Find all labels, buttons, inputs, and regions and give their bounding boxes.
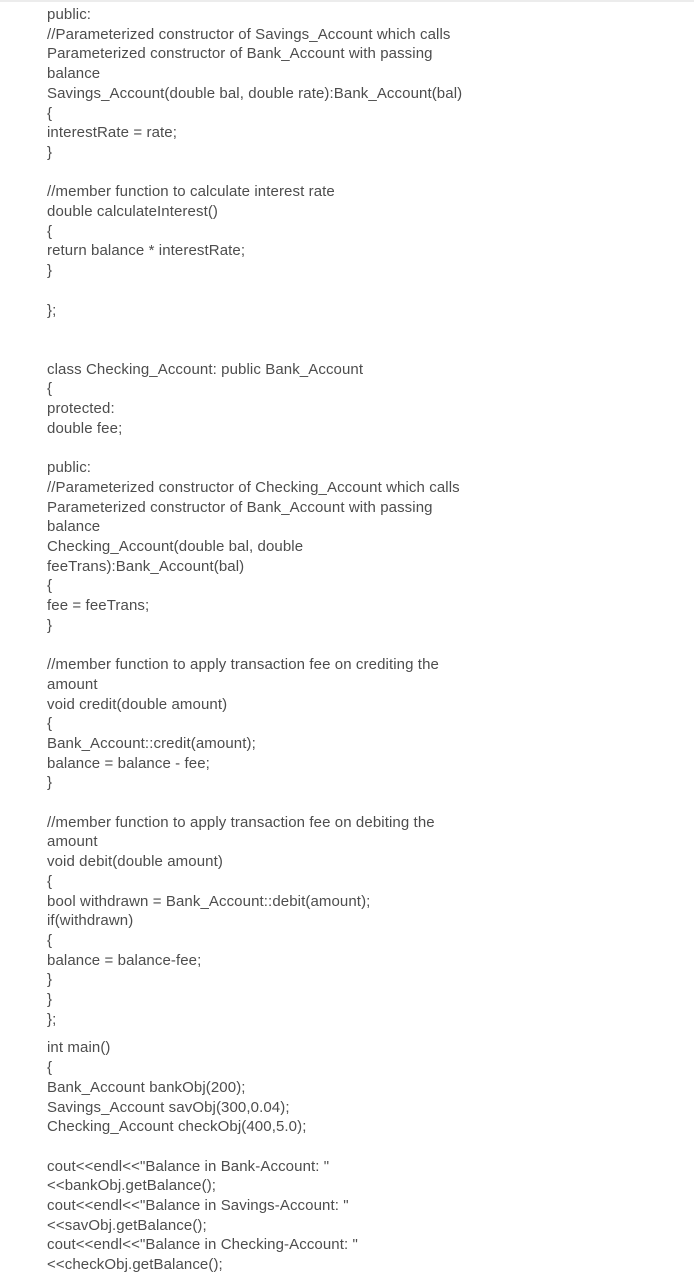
code-line: balance [47, 518, 101, 536]
code-line: { [47, 577, 53, 595]
code-line: <<savObj.getBalance(); [47, 1216, 207, 1234]
code-line: } [47, 991, 53, 1009]
code-line: } [47, 616, 53, 634]
code-line: { [47, 1059, 53, 1077]
code-line: Parameterized constructor of Bank_Account with passing [47, 498, 433, 516]
code-line: balance [47, 65, 101, 83]
code-line: { [47, 872, 53, 890]
code-line: void credit(double amount) [47, 695, 228, 713]
code-line [47, 438, 674, 458]
code-line: return balance * interestRate; [47, 242, 246, 260]
code-line: }; [47, 301, 57, 319]
code-line: double calculateInterest() [47, 203, 219, 221]
code-line: double fee; [47, 419, 123, 437]
code-line: balance = balance - fee; [47, 754, 210, 772]
code-line: fee = feeTrans; [47, 597, 150, 615]
code-line: cout<<endl<<"Balance in Savings-Account: " [47, 1197, 349, 1215]
code-line: cout<<endl<<"Balance in Checking-Account: " [47, 1236, 358, 1254]
code-line: balance = balance-fee; [47, 951, 202, 969]
code-line: }; [47, 1010, 57, 1028]
code-line: } [47, 143, 53, 161]
code-line: int main() [47, 1039, 111, 1057]
code-line: cout<<endl<<"Balance in Bank-Account: " [47, 1157, 330, 1175]
code-line [47, 340, 674, 360]
code-line: { [47, 104, 53, 122]
code-line [47, 163, 674, 183]
code-line: public: [47, 459, 92, 477]
code-line: Bank_Account::credit(amount); [47, 734, 256, 752]
top-divider [0, 0, 694, 2]
code-line: void debit(double amount) [47, 853, 223, 871]
code-line [47, 635, 674, 655]
code-line: <<checkObj.getBalance(); [47, 1256, 223, 1274]
code-line: //member function to calculate interest rate [47, 183, 335, 201]
code-line: interestRate = rate; [47, 124, 177, 142]
code-line: feeTrans):Bank_Account(bal) [47, 557, 245, 575]
code-line: Checking_Account checkObj(400,5.0); [47, 1118, 307, 1136]
code-line: <<bankObj.getBalance(); [47, 1177, 217, 1195]
code-line: } [47, 262, 53, 280]
code-line: class Checking_Account: public Bank_Account [47, 360, 364, 378]
code-line: //Parameterized constructor of Savings_Account which calls [47, 25, 451, 43]
code-line: //member function to apply transaction fee on crediting the [47, 656, 439, 674]
code-line: Bank_Account bankObj(200); [47, 1078, 246, 1096]
code-line [47, 793, 674, 813]
code-line [47, 1137, 674, 1157]
code-line: //member function to apply transaction fee on debiting the [47, 813, 435, 831]
code-line: amount [47, 675, 98, 693]
code-line: { [47, 380, 53, 398]
code-line: bool withdrawn = Bank_Account::debit(amount); [47, 892, 371, 910]
code-line: if(withdrawn) [47, 912, 134, 930]
code-line: Checking_Account(double bal, double [47, 537, 304, 555]
code-line: { [47, 931, 53, 949]
code-line: { [47, 222, 53, 240]
code-line: //Parameterized constructor of Checking_Account which calls [47, 478, 460, 496]
code-line: Parameterized constructor of Bank_Account with passing [47, 45, 433, 63]
code-line: public: [47, 6, 92, 23]
code-line: Savings_Account savObj(300,0.04); [47, 1098, 290, 1116]
code-line: amount [47, 833, 98, 851]
code-line: } [47, 774, 53, 792]
code-line: { [47, 715, 53, 733]
code-line: protected: [47, 400, 115, 417]
code-line [47, 281, 674, 301]
code-line: } [47, 971, 53, 989]
code-line: Savings_Account(double bal, double rate):Bank_Account(bal) [47, 84, 463, 102]
code-line [47, 320, 674, 340]
